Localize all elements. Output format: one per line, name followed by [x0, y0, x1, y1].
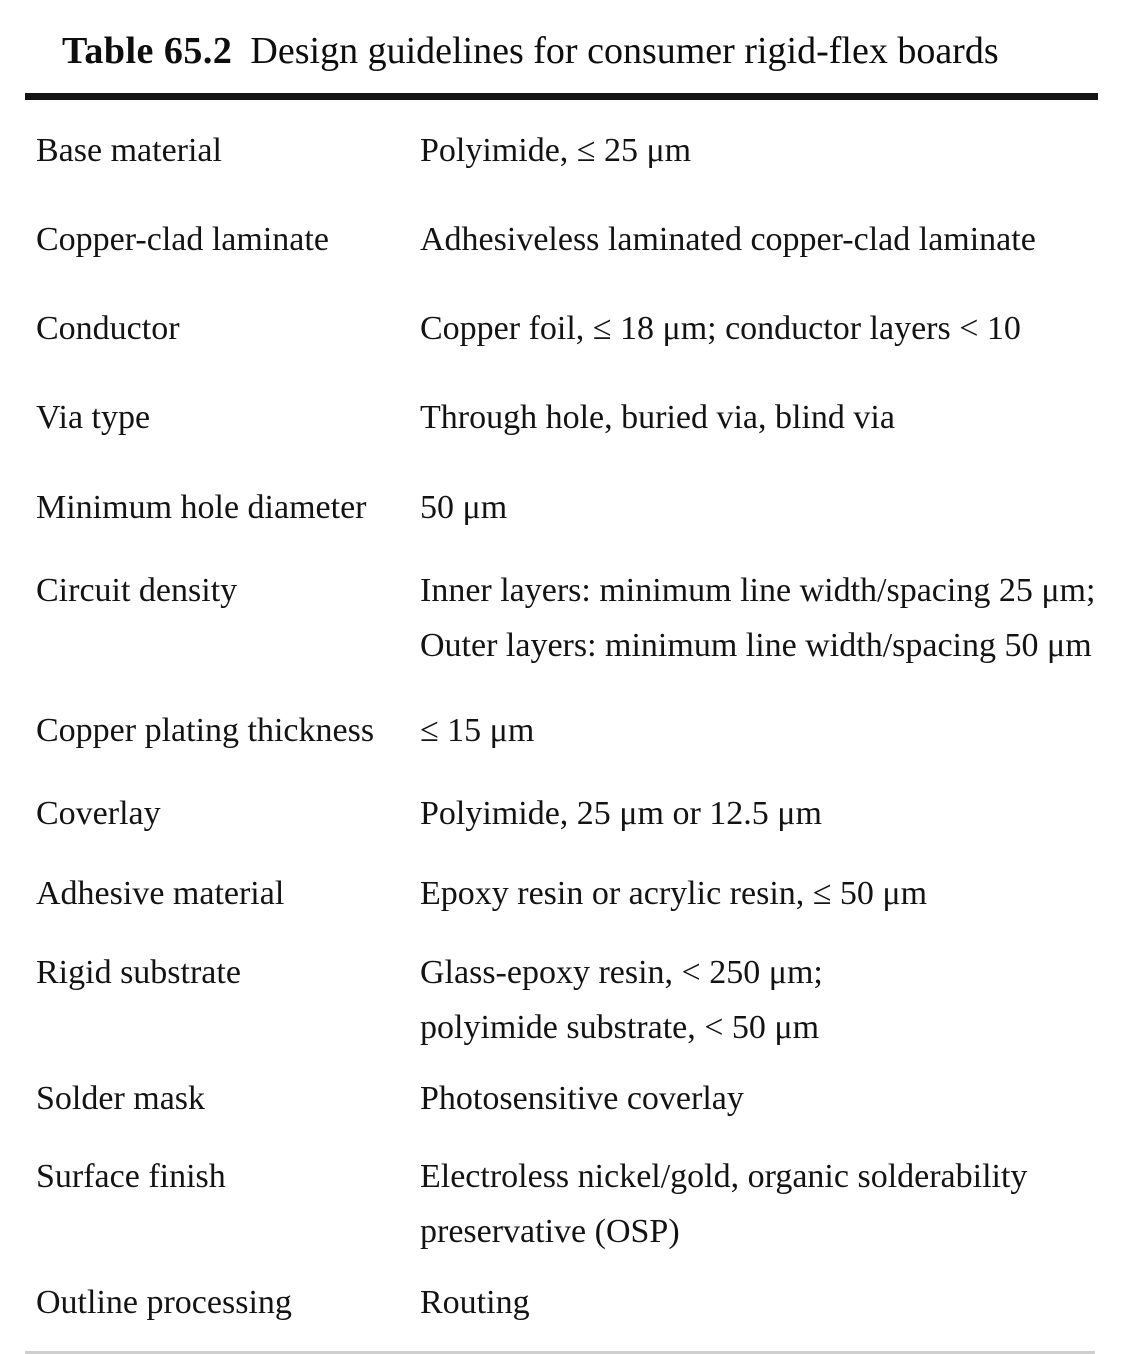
row-label: Conductor: [36, 310, 180, 347]
table-row: [36, 1071, 1102, 1126]
row-label: Adhesive material: [36, 875, 285, 912]
row-label: Surface finish: [36, 1158, 226, 1195]
row-label: Copper plating thickness: [36, 712, 375, 749]
row-label: Base material: [36, 132, 222, 169]
row-value: [420, 480, 1102, 535]
row-value: [420, 212, 1102, 267]
row-value-line: Routing: [420, 1284, 530, 1321]
row-label: Via type: [36, 399, 151, 436]
row-value-line: Epoxy resin or acrylic resin, ≤ 50 μm: [420, 875, 928, 912]
row-label: Rigid substrate: [36, 954, 241, 991]
row-value: [420, 786, 1102, 841]
row-label: Outline processing: [36, 1284, 292, 1321]
row-value-line: Outer layers: minimum line width/spacing 50 μm: [420, 627, 1092, 664]
table-row: [36, 866, 1102, 921]
row-value: [420, 390, 1102, 445]
row-value: [420, 1071, 1102, 1126]
table-row: [36, 1275, 1102, 1330]
row-value-line: Glass-epoxy resin, < 250 μm;: [420, 954, 823, 991]
table-row: [36, 480, 1102, 535]
row-value: [420, 703, 1102, 758]
row-value-line: Polyimide, 25 μm or 12.5 μm: [420, 795, 822, 832]
table-row: [36, 301, 1102, 356]
row-value-line: 50 μm: [420, 489, 508, 526]
row-value-line: Inner layers: minimum line width/spacing 25 μm;: [420, 572, 1096, 609]
row-value-line: polyimide substrate, < 50 μm: [420, 1009, 820, 1046]
table-number: Table 65.2: [62, 30, 233, 72]
row-label: Coverlay: [36, 795, 161, 832]
table-row: [36, 945, 1102, 1055]
table-row: [36, 123, 1102, 178]
top-rule-divider: [25, 93, 1098, 100]
row-label: Copper-clad laminate: [36, 221, 329, 258]
row-value-line: Through hole, buried via, blind via: [420, 399, 895, 436]
row-value: [420, 1275, 1102, 1330]
table-row: [36, 786, 1102, 841]
table-row: [36, 1149, 1102, 1259]
row-value: [420, 301, 1102, 356]
table-row: [36, 390, 1102, 445]
table-row: [36, 212, 1102, 267]
table-row: [36, 563, 1102, 673]
row-value-line: Polyimide, ≤ 25 μm: [420, 132, 692, 169]
row-value-line: Electroless nickel/gold, organic solderability: [420, 1158, 1028, 1195]
table-title: [62, 22, 999, 80]
table-caption: Design guidelines for consumer rigid-flex boards: [250, 30, 999, 72]
row-value-line: Adhesiveless laminated copper-clad laminate: [420, 221, 1036, 258]
row-label: Minimum hole diameter: [36, 489, 367, 526]
row-label: Circuit density: [36, 572, 238, 609]
row-value-line: Copper foil, ≤ 18 μm; conductor layers < 10: [420, 310, 1021, 347]
row-value: [420, 866, 1102, 921]
row-value-line: preservative (OSP): [420, 1213, 680, 1250]
row-value: [420, 1149, 1102, 1259]
table-row: [36, 703, 1102, 758]
row-value: [420, 123, 1102, 178]
row-value-line: ≤ 15 μm: [420, 712, 535, 749]
row-value: [420, 563, 1102, 673]
row-value-line: Photosensitive coverlay: [420, 1080, 744, 1117]
design-guidelines-table: [36, 123, 1102, 1330]
row-label: Solder mask: [36, 1080, 206, 1117]
row-value: [420, 945, 1102, 1055]
